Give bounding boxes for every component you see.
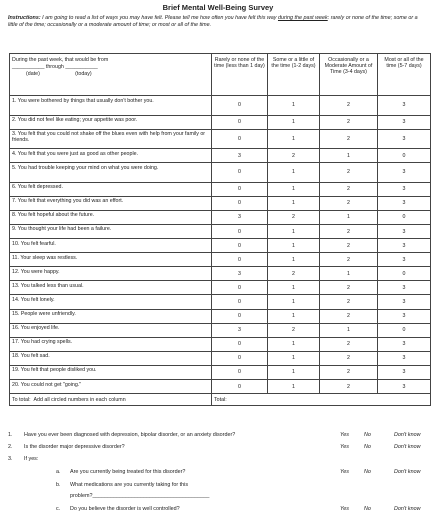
total-label: To total: [12,396,31,403]
followup-number: 3. [8,456,13,462]
score-option[interactable]: 3 [378,337,431,351]
dont-know-option[interactable]: Don't know [394,432,421,438]
score-option[interactable]: 1 [268,115,320,129]
question-text: 13. You talked less than usual. [10,281,212,295]
question-text: 11. Your sleep was restless. [10,253,212,267]
score-option[interactable]: 1 [268,96,320,116]
score-option[interactable]: 3 [378,281,431,295]
total-field[interactable]: Total: [212,394,431,406]
followup-text: What medications are you currently taking for this [70,482,189,488]
followup-text: If yes: [24,456,39,462]
score-option[interactable]: 2 [320,182,378,196]
score-option[interactable]: 0 [212,239,268,253]
question-text: 18. You felt sad. [10,351,212,365]
question-row [10,309,431,323]
score-option[interactable]: 1 [320,149,378,163]
question-text: 16. You enjoyed life. [10,323,212,337]
dont-know-option[interactable]: Don't know [394,506,421,512]
score-option[interactable]: 0 [378,149,431,163]
question-text: 8. You felt hopeful about the future. [10,210,212,224]
score-option[interactable]: 3 [378,196,431,210]
score-option[interactable]: 3 [212,149,268,163]
score-option[interactable]: 2 [320,115,378,129]
question-text: 19. You felt that people disliked you. [10,365,212,379]
survey-table [9,53,431,406]
question-row [10,224,431,238]
question-row [10,129,431,149]
score-option[interactable]: 2 [268,149,320,163]
question-row [10,182,431,196]
yes-option[interactable]: Yes [340,444,349,450]
score-option[interactable]: 1 [268,224,320,238]
question-row [10,253,431,267]
score-option[interactable]: 2 [268,267,320,281]
followup-q3 [8,456,432,465]
instructions-underlined: during the past week [277,15,328,21]
no-option[interactable]: No [364,444,371,450]
score-option[interactable]: 0 [378,210,431,224]
score-option[interactable]: 0 [212,96,268,116]
score-option[interactable]: 3 [378,163,431,183]
date-range-blanks[interactable]: ___________ through ___________ [12,64,98,70]
score-option[interactable]: 3 [212,267,268,281]
question-row [10,210,431,224]
score-option[interactable]: 1 [268,337,320,351]
question-row [10,149,431,163]
question-row [10,267,431,281]
score-option[interactable]: 1 [268,129,320,149]
followup-q3a [8,469,432,478]
followup-text: Do you believe the disorder is well controlled? [70,506,180,512]
score-option[interactable]: 1 [268,182,320,196]
score-option[interactable]: 0 [212,163,268,183]
question-text: 4. You felt that you were just as good as other people. [10,149,212,163]
score-option[interactable]: 3 [378,182,431,196]
question-row [10,365,431,379]
question-text: 7. You felt that everything you did was an effort. [10,196,212,210]
question-text: 3. You felt that you could not shake off the blues even with help from your family or friends. [10,129,212,149]
column-header-some: Some or a little of the time (1-2 days) [268,54,320,96]
question-text: 20. You could not get "going." [10,380,212,394]
score-option[interactable]: 3 [378,351,431,365]
score-option[interactable]: 3 [378,365,431,379]
score-option[interactable]: 1 [268,309,320,323]
question-row [10,96,431,116]
instructions [8,15,428,29]
followup-q3c [8,506,432,515]
score-option[interactable]: 0 [212,196,268,210]
date-label: (date) [26,71,40,77]
question-row [10,239,431,253]
followup-letter: c. [56,506,61,512]
score-option[interactable]: 0 [212,365,268,379]
followup-text: Have you ever been diagnosed with depression, bipolar disorder, or an anxiety disorder? [24,432,236,438]
followup-number: 1. [8,432,13,438]
score-option[interactable]: 1 [268,281,320,295]
score-option[interactable]: 3 [378,96,431,116]
score-option[interactable]: 2 [320,351,378,365]
score-option[interactable]: 3 [212,210,268,224]
score-option[interactable]: 2 [320,380,378,394]
question-text: 14. You felt lonely. [10,295,212,309]
question-text: 17. You had crying spells. [10,337,212,351]
score-option[interactable]: 0 [212,351,268,365]
column-header-occasionally: Occasionally or a Moderate Amount of Time (3-4 days) [320,54,378,96]
followup-q2 [8,444,432,453]
score-option[interactable]: 2 [320,196,378,210]
score-option[interactable]: 3 [212,323,268,337]
column-header-most: Most or all of the time (5-7 days) [378,54,431,96]
score-option[interactable]: 0 [212,380,268,394]
score-option[interactable]: 1 [268,295,320,309]
score-option[interactable]: 1 [268,365,320,379]
date-range-cell [10,54,212,96]
question-text: 15. People were unfriendly. [10,309,212,323]
instructions-text-before: I am going to read a list of ways you may have felt. Please tell me how often you have felt this way [40,15,278,21]
question-text: 1. You were bothered by things that usually don't bother you. [10,96,212,116]
score-option[interactable]: 2 [268,210,320,224]
question-row [10,295,431,309]
followup-q3b-answer[interactable] [8,493,432,502]
today-label: (today) [75,71,92,77]
score-option[interactable]: 3 [378,239,431,253]
score-option[interactable]: 0 [378,267,431,281]
score-option[interactable]: 1 [268,163,320,183]
score-option[interactable]: 1 [320,323,378,337]
followup-q3b [8,482,432,491]
score-option[interactable]: 0 [212,309,268,323]
score-option[interactable]: 2 [320,96,378,116]
question-row [10,323,431,337]
followup-letter: b. [56,482,61,488]
question-text: 10. You felt fearful. [10,239,212,253]
score-option[interactable]: 1 [268,239,320,253]
score-option[interactable]: 3 [378,309,431,323]
question-row [10,281,431,295]
score-option[interactable]: 0 [212,224,268,238]
question-row [10,337,431,351]
dont-know-option[interactable]: Don't know [394,469,421,475]
score-option[interactable]: 0 [212,182,268,196]
score-option[interactable]: 2 [320,337,378,351]
question-row [10,196,431,210]
no-option[interactable]: No [364,432,371,438]
dont-know-option[interactable]: Don't know [394,444,421,450]
total-instruction: Add all circled numbers in each column [33,396,126,403]
score-option[interactable]: 0 [212,281,268,295]
followup-q1 [8,432,432,441]
medications-answer-line[interactable]: problem?_______________________________________ [70,493,210,499]
score-option[interactable]: 2 [320,309,378,323]
survey-title: Brief Mental Well-Being Survey [162,3,274,12]
score-option[interactable]: 2 [320,239,378,253]
score-option[interactable]: 1 [268,380,320,394]
score-option[interactable]: 1 [268,196,320,210]
score-option[interactable]: 2 [320,163,378,183]
score-option[interactable]: 0 [212,337,268,351]
yes-option[interactable]: Yes [340,469,349,475]
score-option[interactable]: 3 [378,115,431,129]
score-option[interactable]: 3 [378,295,431,309]
score-option[interactable]: 3 [378,380,431,394]
score-option[interactable]: 3 [378,224,431,238]
score-option[interactable]: 2 [320,365,378,379]
total-row [10,394,431,406]
question-row [10,380,431,394]
score-option[interactable]: 2 [320,129,378,149]
score-option[interactable]: 3 [378,129,431,149]
followup-letter: a. [56,469,61,475]
question-text: 2. You did not feel like eating; your appetite was poor. [10,115,212,129]
instructions-text-after: : rarely or none of the time; some or a little of the time; occasionally or a moderate amount of time; or most or all of the time. [8,15,418,29]
score-option[interactable]: 1 [268,351,320,365]
followup-text: Are you currently being treated for this disorder? [70,469,186,475]
header-row [10,54,431,96]
no-option[interactable]: No [364,506,371,512]
score-option[interactable]: 1 [320,210,378,224]
no-option[interactable]: No [364,469,371,475]
score-option[interactable]: 2 [320,281,378,295]
total-instruction-cell [10,394,212,406]
score-option[interactable]: 2 [268,323,320,337]
followup-number: 2. [8,444,13,450]
score-option[interactable]: 0 [378,323,431,337]
score-option[interactable]: 1 [320,267,378,281]
question-row [10,115,431,129]
question-row [10,163,431,183]
question-text: 5. You had trouble keeping your mind on what you were doing. [10,163,212,183]
score-option[interactable]: 0 [212,295,268,309]
question-text: 12. You were happy. [10,267,212,281]
followup-text: Is the disorder major depressive disorder? [24,444,125,450]
yes-option[interactable]: Yes [340,506,349,512]
yes-option[interactable]: Yes [340,432,349,438]
score-option[interactable]: 2 [320,253,378,267]
score-option[interactable]: 0 [212,115,268,129]
instructions-lead: Instructions: [8,15,41,21]
score-option[interactable]: 2 [320,295,378,309]
date-range-label: During the past week, that would be from [12,57,109,63]
score-option[interactable]: 0 [212,253,268,267]
score-option[interactable]: 3 [378,253,431,267]
score-option[interactable]: 2 [320,224,378,238]
score-option[interactable]: 0 [212,129,268,149]
question-text: 6. You felt depressed. [10,182,212,196]
score-option[interactable]: 1 [268,253,320,267]
question-row [10,351,431,365]
question-text: 9. You thought your life had been a failure. [10,224,212,238]
column-header-rarely: Rarely or none of the time (less than 1 day) [212,54,268,96]
